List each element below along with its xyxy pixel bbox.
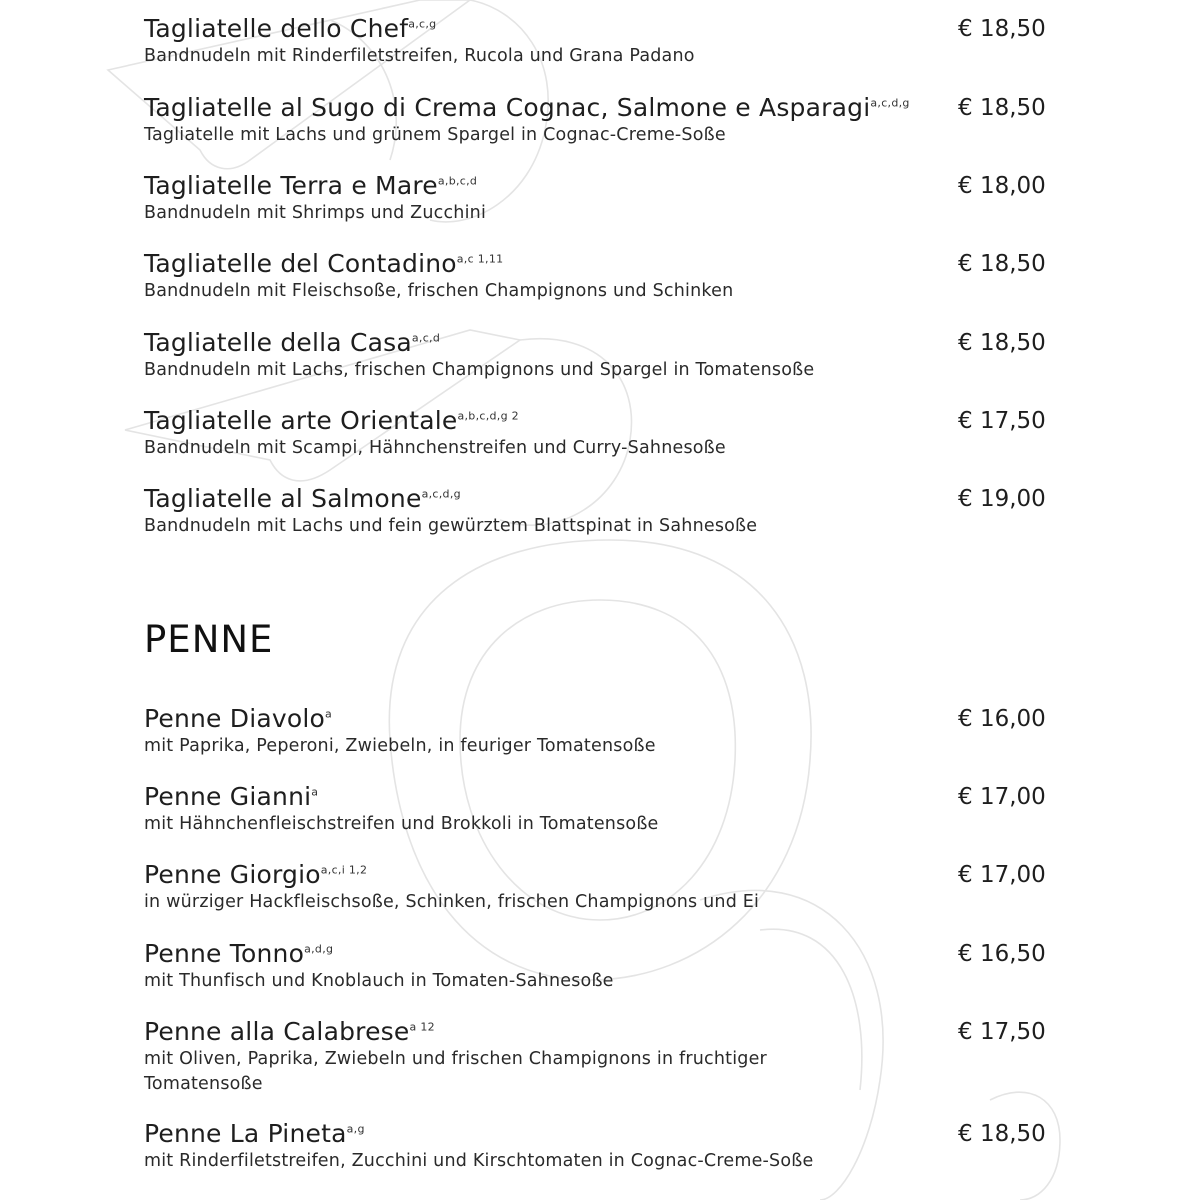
menu-item [144,1017,1046,1097]
menu-item [144,406,1046,461]
dish-name: Penne alla Calabrese$^{a 12}$ [144,1017,435,1046]
dish-price: € 18,50 [958,1121,1046,1147]
section-title-penne: PENNE [144,618,274,661]
menu-item [144,14,1046,69]
dish-price: € 18,50 [958,95,1046,121]
dish-description: mit Oliven, Paprika, Zwiebeln und frischen Champignons in fruchtiger Tomatensoße [144,1049,767,1094]
dish-name: Tagliatelle arte Orientale$^{a,b,c,d,g 2}$ [144,406,519,435]
dish-price: € 17,50 [958,408,1046,434]
dish-description: Bandnudeln mit Lachs, frischen Champignons und Spargel in Tomatensoße [144,360,815,380]
dish-description: mit Hähnchenfleischstreifen und Brokkoli in Tomatensoße [144,814,659,834]
allergen-codes: a,c,g [408,17,437,31]
dish-name: Tagliatelle al Sugo di Crema Cognac, Salmone e Asparagi$^{a,c,d,g}$ [144,93,910,122]
allergen-codes: a,b,c,d [437,174,478,188]
dish-description: mit Rinderfiletstreifen, Zucchini und Kirschtomaten in Cognac-Creme-Soße [144,1151,814,1171]
dish-name: Penne Tonno$^{a,d,g}$ [144,939,334,968]
menu-item [144,328,1046,383]
menu-item [144,171,1046,226]
dish-description: Bandnudeln mit Lachs und fein gewürztem Blattspinat in Sahnesoße [144,516,758,536]
dish-description: mit Paprika, Peperoni, Zwiebeln, in feuriger Tomatensoße [144,736,656,756]
dish-name: Tagliatelle del Contadino$^{a,c 1,11}$ [144,249,504,278]
dish-name: Tagliatelle dello Chef$^{a,c,g}$ [144,14,437,43]
allergen-codes: a,c,d,g [421,487,461,501]
menu-item [144,484,1046,539]
allergen-codes: a,c,d,g [870,96,910,110]
menu-item [144,939,1046,994]
dish-price: € 17,50 [958,1019,1046,1045]
dish-price: € 18,50 [958,330,1046,356]
dish-description: Bandnudeln mit Rinderfiletstreifen, Rucola und Grana Padano [144,46,695,66]
dish-name: Tagliatelle Terra e Mare$^{a,b,c,d}$ [144,171,478,200]
allergen-codes: a,c,i 1,2 [320,863,368,877]
menu-item [144,704,1046,759]
allergen-codes: a,c,d [411,331,441,345]
dish-price: € 18,50 [958,16,1046,42]
dish-price: € 18,50 [958,251,1046,277]
dish-price: € 17,00 [958,784,1046,810]
menu-item [144,1119,1046,1174]
dish-name: Penne Giorgio$^{a,c,i 1,2}$ [144,860,368,889]
menu-item [144,93,1046,148]
dish-description: Bandnudeln mit Shrimps und Zucchini [144,203,487,223]
dish-description: in würziger Hackfleischsoße, Schinken, frischen Champignons und Ei [144,892,760,912]
dish-price: € 17,00 [958,862,1046,888]
allergen-codes: a,b,c,d,g 2 [457,409,519,423]
allergen-codes: a,c 1,11 [456,252,504,266]
allergen-codes: a [325,707,333,721]
allergen-codes: a 12 [409,1020,435,1034]
dish-name: Penne Gianni$^a$ [144,782,319,811]
dish-description: mit Thunfisch und Knoblauch in Tomaten-Sahnesoße [144,971,614,991]
allergen-codes: a,g [346,1122,365,1136]
dish-description: Bandnudeln mit Scampi, Hähnchenstreifen und Curry-Sahnesoße [144,438,726,458]
dish-name: Tagliatelle al Salmone$^{a,c,d,g}$ [144,484,461,513]
dish-price: € 18,00 [958,173,1046,199]
dish-description: Tagliatelle mit Lachs und grünem Spargel in Cognac-Creme-Soße [144,125,726,145]
allergen-codes: a,d,g [304,942,334,956]
dish-name: Penne La Pineta$^{a,g}$ [144,1119,365,1148]
menu-item [144,782,1046,837]
menu-item [144,860,1046,915]
menu-item [144,249,1046,304]
dish-price: € 16,00 [958,706,1046,732]
dish-price: € 16,50 [958,941,1046,967]
dish-name: Tagliatelle della Casa$^{a,c,d}$ [144,328,441,357]
allergen-codes: a [311,785,319,799]
dish-name: Penne Diavolo$^a$ [144,704,333,733]
dish-description: Bandnudeln mit Fleischsoße, frischen Champignons und Schinken [144,281,734,301]
dish-price: € 19,00 [958,486,1046,512]
